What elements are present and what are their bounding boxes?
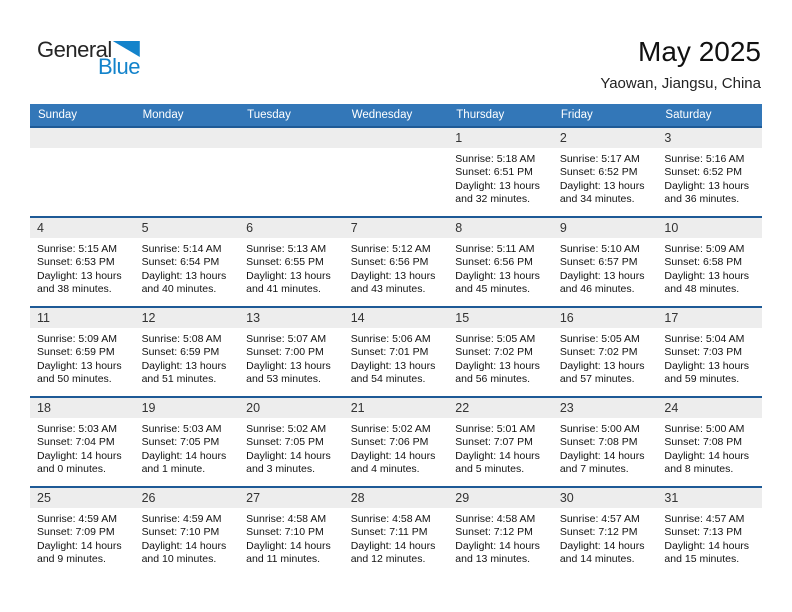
day-number (30, 128, 135, 148)
sunset-text: Sunset: 6:59 PM (37, 346, 115, 359)
daylight-text: Daylight: 13 hours and 46 minutes. (559, 269, 645, 296)
daylight-text: Daylight: 14 hours and 3 minutes. (246, 449, 331, 476)
sunrise-text: Sunrise: 5:05 AM (559, 333, 640, 345)
sunset-text: Sunset: 7:06 PM (350, 436, 429, 449)
sunset-text: Sunset: 6:53 PM (37, 256, 115, 269)
day-number: 16 (553, 308, 658, 328)
day-details (239, 418, 344, 477)
day-cell (553, 308, 658, 396)
sunrise-text: Sunrise: 5:15 AM (37, 243, 117, 255)
calendar-weeks (30, 126, 762, 576)
daylight-text: Daylight: 13 hours and 59 minutes. (664, 359, 750, 386)
sunset-text: Sunset: 7:11 PM (350, 526, 428, 539)
day-details (553, 148, 658, 207)
day-details (344, 148, 449, 153)
sunset-text: Sunset: 6:54 PM (141, 256, 220, 269)
day-cell (448, 308, 553, 396)
daylight-text: Daylight: 14 hours and 1 minute. (141, 449, 227, 476)
day-cell (553, 218, 658, 306)
daylight-text: Daylight: 13 hours and 32 minutes. (455, 179, 540, 206)
day-cell (344, 398, 449, 486)
daylight-text: Daylight: 14 hours and 11 minutes. (246, 539, 331, 566)
sunset-text: Sunset: 7:02 PM (455, 346, 533, 359)
sunset-text: Sunset: 6:51 PM (455, 166, 533, 179)
sunrise-text: Sunrise: 5:00 AM (559, 423, 640, 435)
daylight-text: Daylight: 14 hours and 0 minutes. (37, 449, 122, 476)
day-number: 8 (448, 218, 553, 238)
daylight-text: Daylight: 13 hours and 56 minutes. (455, 359, 540, 386)
sunrise-text: Sunrise: 4:59 AM (37, 513, 117, 525)
day-number: 28 (344, 488, 449, 508)
sunset-text: Sunset: 6:52 PM (664, 166, 743, 179)
sunset-text: Sunset: 6:55 PM (246, 256, 324, 269)
day-cell (30, 218, 135, 306)
week-row (30, 126, 762, 216)
weekday-header-monday: Monday (142, 109, 184, 121)
daylight-text: Daylight: 13 hours and 41 minutes. (246, 269, 331, 296)
daylight-text: Daylight: 13 hours and 40 minutes. (141, 269, 227, 296)
day-number: 29 (448, 488, 553, 508)
sunrise-text: Sunrise: 4:57 AM (559, 513, 640, 525)
week-row (30, 486, 762, 576)
daylight-text: Daylight: 13 hours and 43 minutes. (350, 269, 436, 296)
sunset-text: Sunset: 6:56 PM (455, 256, 533, 269)
sunrise-text: Sunrise: 4:59 AM (141, 513, 222, 525)
day-cell (657, 488, 762, 576)
day-number: 18 (30, 398, 135, 418)
sunset-text: Sunset: 6:56 PM (350, 256, 429, 269)
day-cell (30, 488, 135, 576)
weekday-header-wednesday: Wednesday (351, 109, 413, 121)
day-details (30, 238, 135, 297)
empty-day-cell (30, 128, 135, 216)
day-details (135, 418, 240, 477)
sunset-text: Sunset: 6:52 PM (559, 166, 638, 179)
sunset-text: Sunset: 7:01 PM (350, 346, 429, 359)
day-details (657, 508, 762, 567)
day-number (135, 128, 240, 148)
day-cell (657, 308, 762, 396)
sunrise-text: Sunrise: 4:58 AM (350, 513, 431, 525)
sunrise-text: Sunrise: 5:02 AM (350, 423, 431, 435)
calendar-table (30, 104, 762, 576)
day-details (553, 328, 658, 387)
sunset-text: Sunset: 7:05 PM (141, 436, 220, 449)
sunset-text: Sunset: 6:57 PM (559, 256, 638, 269)
daylight-text: Daylight: 14 hours and 7 minutes. (559, 449, 645, 476)
daylight-text: Daylight: 13 hours and 51 minutes. (141, 359, 227, 386)
page-title: May 2025 (638, 36, 761, 67)
day-details (239, 508, 344, 567)
sunrise-text: Sunrise: 5:09 AM (37, 333, 117, 345)
day-cell (448, 218, 553, 306)
daylight-text: Daylight: 14 hours and 4 minutes. (350, 449, 436, 476)
sunrise-text: Sunrise: 4:57 AM (664, 513, 745, 525)
sunset-text: Sunset: 7:12 PM (559, 526, 638, 539)
day-details (657, 238, 762, 297)
day-cell (30, 308, 135, 396)
week-row (30, 306, 762, 396)
day-details (239, 238, 344, 297)
sunrise-text: Sunrise: 5:17 AM (559, 153, 640, 165)
day-cell (448, 398, 553, 486)
day-details (239, 328, 344, 387)
daylight-text: Daylight: 13 hours and 50 minutes. (37, 359, 122, 386)
day-number: 14 (344, 308, 449, 328)
sunset-text: Sunset: 7:08 PM (664, 436, 743, 449)
day-details (448, 238, 553, 297)
day-details (344, 508, 449, 567)
day-cell (135, 488, 240, 576)
daylight-text: Daylight: 13 hours and 53 minutes. (246, 359, 331, 386)
day-number: 4 (30, 218, 135, 238)
empty-day-cell (239, 128, 344, 216)
day-cell (135, 218, 240, 306)
day-details (239, 148, 344, 153)
day-details (448, 148, 553, 207)
day-details (30, 508, 135, 567)
day-details (344, 418, 449, 477)
logo-text-general: General (37, 37, 112, 62)
daylight-text: Daylight: 14 hours and 13 minutes. (455, 539, 540, 566)
day-cell (344, 308, 449, 396)
sunset-text: Sunset: 7:10 PM (246, 526, 324, 539)
day-number: 24 (657, 398, 762, 418)
day-cell (239, 488, 344, 576)
sunset-text: Sunset: 7:10 PM (141, 526, 220, 539)
day-cell (657, 128, 762, 216)
day-details (448, 328, 553, 387)
day-number: 11 (30, 308, 135, 328)
sunset-text: Sunset: 7:12 PM (455, 526, 533, 539)
sunset-text: Sunset: 7:09 PM (37, 526, 115, 539)
empty-day-cell (344, 128, 449, 216)
day-cell (344, 488, 449, 576)
sunset-text: Sunset: 7:04 PM (37, 436, 115, 449)
day-number: 1 (448, 128, 553, 148)
day-number (344, 128, 449, 148)
day-cell (239, 308, 344, 396)
day-number: 31 (657, 488, 762, 508)
day-number: 5 (135, 218, 240, 238)
sunset-text: Sunset: 7:07 PM (455, 436, 533, 449)
day-number: 19 (135, 398, 240, 418)
day-details (448, 508, 553, 567)
sunrise-text: Sunrise: 4:58 AM (246, 513, 327, 525)
day-details (344, 328, 449, 387)
empty-day-cell (135, 128, 240, 216)
weekday-header-tuesday: Tuesday (247, 109, 291, 121)
daylight-text: Daylight: 14 hours and 15 minutes. (664, 539, 750, 566)
daylight-text: Daylight: 14 hours and 10 minutes. (141, 539, 227, 566)
daylight-text: Daylight: 13 hours and 48 minutes. (664, 269, 750, 296)
day-number: 25 (30, 488, 135, 508)
day-number: 6 (239, 218, 344, 238)
sunset-text: Sunset: 6:58 PM (664, 256, 743, 269)
title-block (600, 36, 761, 92)
general-blue-logo (37, 37, 140, 79)
sunset-text: Sunset: 7:08 PM (559, 436, 638, 449)
daylight-text: Daylight: 14 hours and 14 minutes. (559, 539, 645, 566)
weekday-header-saturday: Saturday (665, 109, 712, 121)
day-cell (657, 218, 762, 306)
day-number: 13 (239, 308, 344, 328)
day-details (448, 418, 553, 477)
sunset-text: Sunset: 7:13 PM (664, 526, 743, 539)
day-number: 20 (239, 398, 344, 418)
day-cell (344, 218, 449, 306)
day-details (553, 418, 658, 477)
sunset-text: Sunset: 7:02 PM (559, 346, 638, 359)
day-number: 10 (657, 218, 762, 238)
logo-text-blue: Blue (97, 54, 140, 79)
daylight-text: Daylight: 13 hours and 45 minutes. (455, 269, 540, 296)
day-cell (239, 218, 344, 306)
day-number: 26 (135, 488, 240, 508)
day-details (657, 328, 762, 387)
day-number: 23 (553, 398, 658, 418)
day-cell (135, 398, 240, 486)
weekday-header-row (30, 104, 762, 126)
day-details (553, 238, 658, 297)
sunrise-text: Sunrise: 5:10 AM (559, 243, 640, 255)
sunrise-text: Sunrise: 5:18 AM (455, 153, 536, 165)
location-subtitle: Yaowan, Jiangsu, China (600, 75, 761, 92)
sunrise-text: Sunrise: 5:12 AM (350, 243, 431, 255)
day-number: 2 (553, 128, 658, 148)
daylight-text: Daylight: 14 hours and 5 minutes. (455, 449, 540, 476)
daylight-text: Daylight: 13 hours and 57 minutes. (559, 359, 645, 386)
daylight-text: Daylight: 14 hours and 12 minutes. (350, 539, 436, 566)
day-details (657, 148, 762, 207)
sunrise-text: Sunrise: 5:14 AM (141, 243, 222, 255)
day-number: 15 (448, 308, 553, 328)
sunset-text: Sunset: 7:05 PM (246, 436, 324, 449)
sunrise-text: Sunrise: 4:58 AM (455, 513, 536, 525)
sunrise-text: Sunrise: 5:11 AM (455, 243, 535, 255)
day-details (135, 238, 240, 297)
daylight-text: Daylight: 13 hours and 36 minutes. (664, 179, 750, 206)
day-details (30, 328, 135, 387)
sunrise-text: Sunrise: 5:04 AM (664, 333, 745, 345)
sunset-text: Sunset: 7:03 PM (664, 346, 743, 359)
day-details (30, 148, 135, 153)
day-cell (553, 488, 658, 576)
sunrise-text: Sunrise: 5:13 AM (246, 243, 327, 255)
sunrise-text: Sunrise: 5:08 AM (141, 333, 222, 345)
daylight-text: Daylight: 13 hours and 38 minutes. (37, 269, 122, 296)
day-number: 12 (135, 308, 240, 328)
day-number: 17 (657, 308, 762, 328)
day-cell (448, 488, 553, 576)
weekday-header-friday: Friday (560, 109, 593, 121)
day-number: 22 (448, 398, 553, 418)
day-cell (448, 128, 553, 216)
daylight-text: Daylight: 14 hours and 9 minutes. (37, 539, 122, 566)
sunrise-text: Sunrise: 5:06 AM (350, 333, 431, 345)
sunrise-text: Sunrise: 5:09 AM (664, 243, 745, 255)
day-details (344, 238, 449, 297)
week-row (30, 396, 762, 486)
sunrise-text: Sunrise: 5:16 AM (664, 153, 745, 165)
week-row (30, 216, 762, 306)
daylight-text: Daylight: 13 hours and 54 minutes. (350, 359, 436, 386)
day-details (553, 508, 658, 567)
day-number: 3 (657, 128, 762, 148)
sunrise-text: Sunrise: 5:00 AM (664, 423, 745, 435)
day-number (239, 128, 344, 148)
sunrise-text: Sunrise: 5:02 AM (246, 423, 327, 435)
day-cell (135, 308, 240, 396)
sunset-text: Sunset: 7:00 PM (246, 346, 324, 359)
daylight-text: Daylight: 14 hours and 8 minutes. (664, 449, 750, 476)
sunset-text: Sunset: 6:59 PM (141, 346, 220, 359)
sunrise-text: Sunrise: 5:01 AM (455, 423, 536, 435)
day-details (135, 508, 240, 567)
weekday-header-thursday: Thursday (456, 109, 505, 121)
sunrise-text: Sunrise: 5:03 AM (141, 423, 222, 435)
sunrise-text: Sunrise: 5:07 AM (246, 333, 327, 345)
sunrise-text: Sunrise: 5:05 AM (455, 333, 536, 345)
day-number: 21 (344, 398, 449, 418)
day-cell (239, 398, 344, 486)
day-number: 27 (239, 488, 344, 508)
day-cell (553, 128, 658, 216)
day-details (30, 418, 135, 477)
day-number: 7 (344, 218, 449, 238)
day-number: 9 (553, 218, 658, 238)
day-details (135, 328, 240, 387)
day-details (657, 418, 762, 477)
weekday-header-sunday: Sunday (38, 109, 78, 121)
day-cell (553, 398, 658, 486)
sunrise-text: Sunrise: 5:03 AM (37, 423, 117, 435)
day-cell (657, 398, 762, 486)
day-number: 30 (553, 488, 658, 508)
day-cell (30, 398, 135, 486)
daylight-text: Daylight: 13 hours and 34 minutes. (559, 179, 645, 206)
day-details (135, 148, 240, 153)
